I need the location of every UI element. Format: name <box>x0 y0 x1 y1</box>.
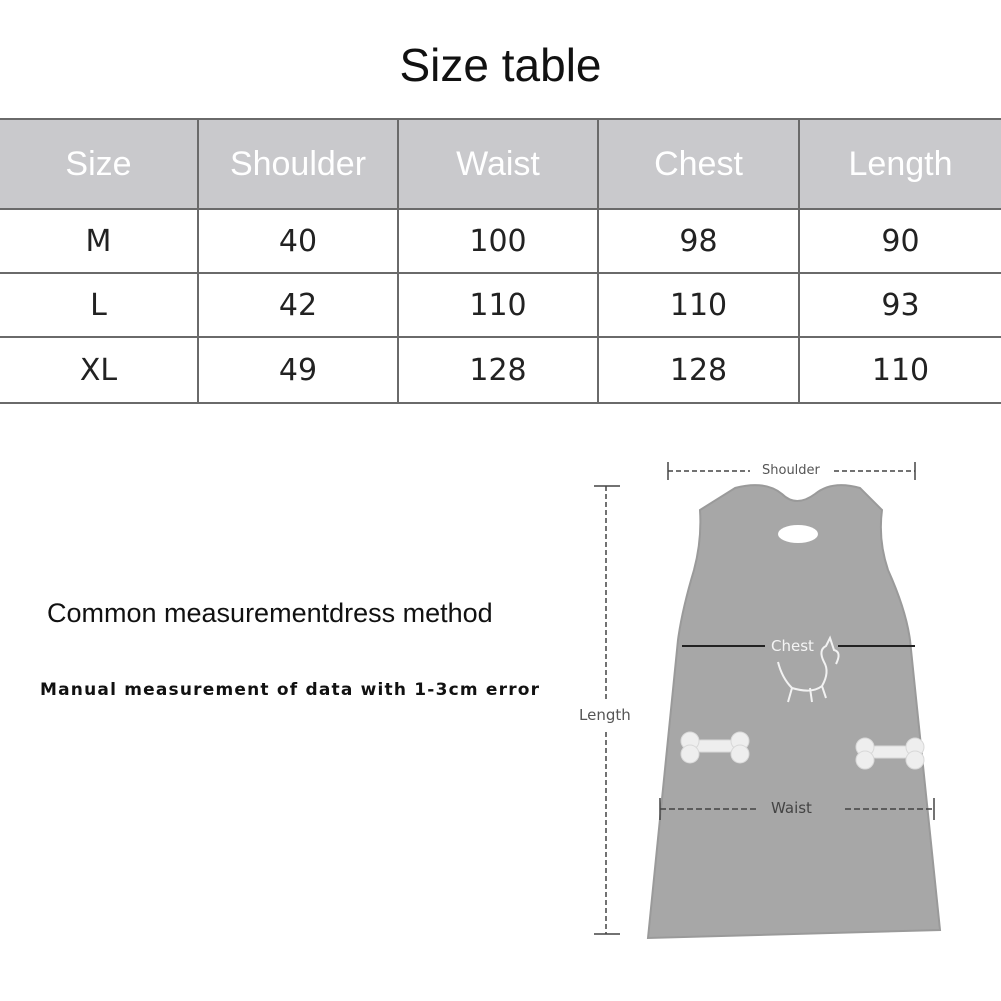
dress-silhouette <box>648 485 940 938</box>
dress-measurement-diagram <box>560 450 1001 1001</box>
chest-label: Chest <box>771 637 814 655</box>
cell-length: 93 <box>799 273 1001 337</box>
waist-label: Waist <box>771 799 812 817</box>
cell-waist: 128 <box>398 337 598 403</box>
cell-size: XL <box>0 337 198 403</box>
cell-chest: 110 <box>598 273 799 337</box>
cell-shoulder: 42 <box>198 273 398 337</box>
table-row <box>0 337 1001 403</box>
table-row <box>0 273 1001 337</box>
table-header-row <box>0 119 1001 209</box>
shoulder-label: Shoulder <box>762 463 820 478</box>
cell-waist: 110 <box>398 273 598 337</box>
measurement-method-heading: Common measurementdress method <box>47 598 493 628</box>
cell-chest: 128 <box>598 337 799 403</box>
length-label: Length <box>579 706 631 724</box>
cell-size: L <box>0 273 198 337</box>
cell-chest: 98 <box>598 209 799 273</box>
cell-length: 90 <box>799 209 1001 273</box>
page-title: Size table <box>399 39 602 91</box>
cell-shoulder: 40 <box>198 209 398 273</box>
neck-keyhole <box>778 525 818 543</box>
cell-length: 110 <box>799 337 1001 403</box>
header-waist: Waist <box>398 119 598 209</box>
cell-size: M <box>0 209 198 273</box>
header-chest: Chest <box>598 119 799 209</box>
cell-waist: 100 <box>398 209 598 273</box>
table-row <box>0 209 1001 273</box>
header-length: Length <box>799 119 1001 209</box>
measurement-error-note: Manual measurement of data with 1-3cm error <box>40 680 541 700</box>
header-size: Size <box>0 119 198 209</box>
cell-shoulder: 49 <box>198 337 398 403</box>
header-shoulder: Shoulder <box>198 119 398 209</box>
size-table <box>0 118 1001 404</box>
